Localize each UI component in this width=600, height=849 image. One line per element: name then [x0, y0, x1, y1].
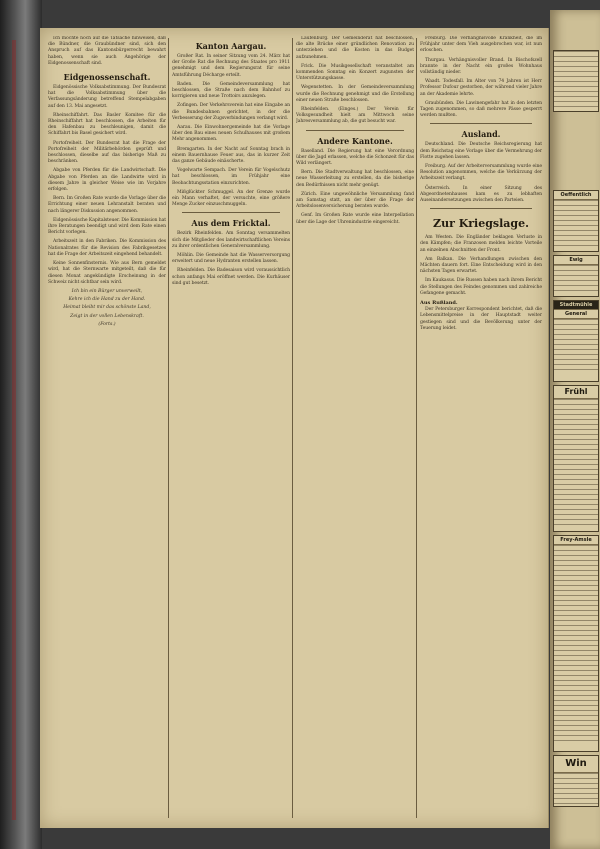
article-paragraph: Eidgenössische Volksabstimmung. Der Bundesrat hat die Volksabstimmung über die Verfassungsänderung betreffend Stempelabgaben auf den 13. Mai angesetzt. [48, 85, 166, 109]
continuation-note: (Forts.) [98, 321, 116, 327]
divider [430, 208, 532, 209]
article-paragraph: Mißglückter Schmuggel. An der Grenze wurde ein Mann verhaftet, der versuchte, eine größere Menge Zucker einzuschmuggeln. [172, 189, 290, 208]
article-paragraph: Frick. Die Musikgesellschaft veranstaltet am kommenden Sonntag ein Konzert zugunsten der Unterstützungskasse. [296, 63, 414, 82]
divider [182, 212, 280, 213]
subheading-russland: Aus Rußland. [420, 300, 458, 307]
ad-box [553, 255, 599, 297]
article-paragraph: Graubünden. Die Lawinengefahr hat in den letzten Tagen zugenommen, so daß mehrere Pässe gesperrt werden mußten. [420, 100, 542, 119]
article-paragraph: Am Balkan. Die Verhandlungen zwischen den Mächten dauern fort. Eine Entscheidung wird in den nächsten Tagen erwartet. [420, 256, 542, 275]
ad-title: Stadtmühle [554, 301, 598, 310]
article-paragraph: Im Kaukasus. Die Russen haben nach ihrem Bericht die Stellungen des Feindes genommen und zahlreiche Gefangene gemacht. [420, 278, 542, 296]
heading-eidgenossenschaft: Eidgenossenschaft. [63, 72, 151, 83]
ad-title: Frey-Amsle [554, 536, 598, 545]
ad-text-lines [554, 51, 598, 111]
poem-line: Zeigt in der vollen Lebenskraft. [70, 313, 144, 319]
ad-title: Frühl [554, 386, 598, 399]
article-paragraph: Zürich. Eine ungewöhnliche Versammlung fand am Samstag statt, an der über die Frage der Arbeitslosenversicherung beraten wurde. [296, 191, 414, 210]
article-paragraph: Freiburg. Auf der Arbeiterversammlung wurde eine Resolution angenommen, welche die Verkürzung der Arbeitszeit verlangt. [420, 164, 542, 182]
newspaper-page [40, 28, 549, 828]
column-3 [296, 36, 414, 820]
article-paragraph: Bern. Die Stadtverwaltung hat beschlossen, eine neue Wasserleitung zu erstellen, da die bisherige den Bedürfnissen nicht mehr genügt. [296, 170, 414, 188]
ad-title: Oeffentlich [554, 191, 598, 200]
article-paragraph: Waadt. Todesfall. Im Alter von 74 Jahren ist Herr Professor Dufour gestorben, der während vieler Jahre an der Akademie lehrte. [420, 79, 542, 97]
ad-box [553, 190, 599, 252]
article-paragraph: Der Petersburger Korrespondent berichtet, daß die Lebensmittelpreise in der Hauptstadt weiter gestiegen sind und die Bevölkerung unter der Teuerung leidet. [420, 307, 542, 331]
article-paragraph: Am Westen. Die Engländer beklagen Verluste in den Kämpfen; die Franzosen melden leichte Vorteile an einzelnen Abschnitten der Front. [420, 235, 542, 253]
ad-box [553, 755, 599, 807]
heading-fricktal: Aus dem Fricktal. [191, 218, 271, 229]
ad-title: General [554, 310, 598, 319]
heading-kanton-aargau: Kanton Aargau. [195, 41, 267, 51]
article-paragraph: Portofreiheit. Der Bundesrat hat die Frage der Portofreiheit der Militärbehörden geprüft und beschlossen, dieselbe auf das bisherige Maß zu beschränken. [48, 140, 166, 165]
article-paragraph: Genf. Im Großen Rate wurde eine Interpellation über die Lage der Uhrenindustrie eingereicht. [296, 213, 414, 225]
article-paragraph: Aarau. Die Einwohnergemeinde hat die Vorlage über den Bau eines neuen Schulhauses mit großem Mehr angenommen. [172, 125, 290, 143]
article-paragraph: Freiburg. Die verhängnisvolle Krankheit, die im Frühjahr unter dem Vieh ausgebrochen war, ist nun erloschen. [420, 36, 542, 54]
ad-box [553, 50, 599, 112]
article-paragraph: Rheinfelden. (Einges.) Der Verein für Volksgesundheit hielt am Mittwoch seine Jahresversammlung ab, die gut besucht war. [296, 107, 414, 125]
article-paragraph: Vogelwarte Sempach. Der Verein für Vogelschutz hat beschlossen, im Frühjahr eine Beobachtungsstation einzurichten. [172, 168, 290, 186]
article-paragraph: Keine Sonnenfinsternis. Wie aus Bern gemeldet wird, hat die Sternwarte mitgeteilt, daß die für diesen Monat angekündigte Erscheinung in der Schweiz nicht sichtbar sein wird. [48, 261, 166, 285]
article-paragraph: Baselland. Die Regierung hat eine Verordnung über die Jagd erlassen, welche die Schonzeit für das Wild verlängert. [296, 148, 414, 167]
ad-text-lines [554, 319, 598, 373]
column-rule [292, 38, 293, 818]
ad-box [553, 385, 599, 532]
article-paragraph: Bern. Im Großen Rate wurde die Vorlage über die Errichtung einer neuen Lehranstalt beraten und nach längerer Diskussion angenommen. [48, 196, 166, 214]
article-paragraph: Thurgau. Verhängnisvoller Brand. In Bischofszell brannte in der Nacht ein großes Wohnhaus vollständig nieder. [420, 57, 542, 76]
ad-text-lines [554, 200, 598, 246]
intro-paragraph: Ich möchte noch auf die Tatsache hinweisen, daß die Bündner, die Graubündner sind, sich den Anspruch auf das Kantonsbürgerrecht bewahrt haben, wenn sie auch Angehörige der Eidgenossenschaft sind. [48, 36, 166, 66]
article-paragraph: Zofingen. Der Verkehrsverein hat eine Eingabe an die Bundesbahnen gerichtet, in der die Verbesserung der Zugsverbindungen verlangt wird. [172, 103, 290, 121]
ad-text-lines [554, 399, 598, 529]
facing-page-ads [550, 10, 600, 849]
article-paragraph: Großer Rat. In seiner Sitzung vom 24. März hat der Große Rat die Rechnung des Staates pro 1911 genehmigt und dem Regierungsrat für seine Amtsführung Décharge erteilt. [172, 54, 290, 78]
article-paragraph: Rheinfelden. Die Badesaison wird voraussichtlich schon anfangs Mai eröffnet werden. Die Kurhäuser sind gut besetzt. [172, 268, 290, 286]
article-paragraph: Möhlin. Die Gemeinde hat die Wasserversorgung erweitert und neue Hydranten erstellen lassen. [172, 253, 290, 265]
ad-box [553, 300, 599, 382]
ad-text-lines [554, 545, 598, 745]
column-1 [48, 36, 166, 820]
divider [306, 130, 404, 131]
article-paragraph: Laufenburg. Der Gemeinderat hat beschlossen, die alte Brücke einer gründlichen Renovation zu unterziehen und die Kosten in das Budget aufzunehmen. [296, 36, 414, 60]
article-paragraph: Eidgenössische Kapitalsteuer. Die Kommission hat ihre Beratungen beendigt und wird dem Rate einen Bericht vorlegen. [48, 217, 166, 236]
article-paragraph: Arbeitszeit in den Fabriken. Die Kommission des Nationalrates für die Revision des Fabrikgesetzes hat die Frage der Arbeitszeit eingehend behandelt. [48, 239, 166, 257]
column-2 [172, 36, 290, 820]
ad-box [553, 535, 599, 752]
ad-title: Ewig [554, 256, 598, 265]
divider [430, 123, 532, 124]
poem-line: Kehre ich die Hand zu der Hand. [68, 297, 146, 303]
ad-text-lines [554, 265, 598, 291]
article-paragraph: Bezirk Rheinfelden. Am Sonntag versammelten sich die Mitglieder des landwirtschaftlichen Vereins zu ihrer ordentlichen Generalversammlung. [172, 231, 290, 249]
heading-andere-kantone: Andere Kantone. [317, 135, 393, 146]
poem-line: Ich bin ein Bürger unverweilt, [71, 288, 143, 294]
heading-kriegslage: Zur Kriegslage. [433, 217, 529, 231]
ad-title: Win [554, 756, 598, 773]
ad-text-lines [554, 773, 598, 805]
column-4 [420, 36, 542, 820]
article-paragraph: Rheinschiffahrt. Das Basler Komitee für die Rheinschiffahrt hat beschlossen, die Arbeiten für den Hafenbau zu beschleunigen, damit die Schiffahrt bis Basel gesichert wird. [48, 112, 166, 137]
poem-line: Heimat bleibt mir das schönste Land, [63, 305, 151, 311]
article-paragraph: Deutschland. Die Deutsche Reichsregierung hat dem Reichstag eine Vorlage über die Vermehrung der Flotte zugehen lassen. [420, 142, 542, 160]
column-rule [168, 38, 169, 818]
column-rule [416, 38, 417, 818]
article-paragraph: Österreich. In einer Sitzung des Abgeordnetenhauses kam es zu lebhaften Auseinandersetzungen zwischen den Parteien. [420, 185, 542, 204]
book-binding [0, 0, 42, 849]
heading-ausland: Ausland. [461, 129, 501, 140]
article-paragraph: Bremgarten. In der Nacht auf Sonntag brach in einem Bauernhause Feuer aus, das in kurzer Zeit das ganze Gebäude einäscherte. [172, 146, 290, 165]
article-paragraph: Wegenstetten. In der Gemeindeversammlung wurde die Rechnung genehmigt und die Erstellung einer neuen Straße beschlossen. [296, 85, 414, 103]
article-paragraph: Abgabe von Pferden für die Landwirtschaft. Die Abgabe von Pferden an die Landwirte wird in diesem Jahre in gleicher Weise wie im Vorjahre erfolgen. [48, 168, 166, 193]
article-paragraph: Baden. Die Gemeindeversammlung hat beschlossen, die Straße nach dem Bahnhof zu korrigieren und neue Trottoirs anzulegen. [172, 81, 290, 100]
